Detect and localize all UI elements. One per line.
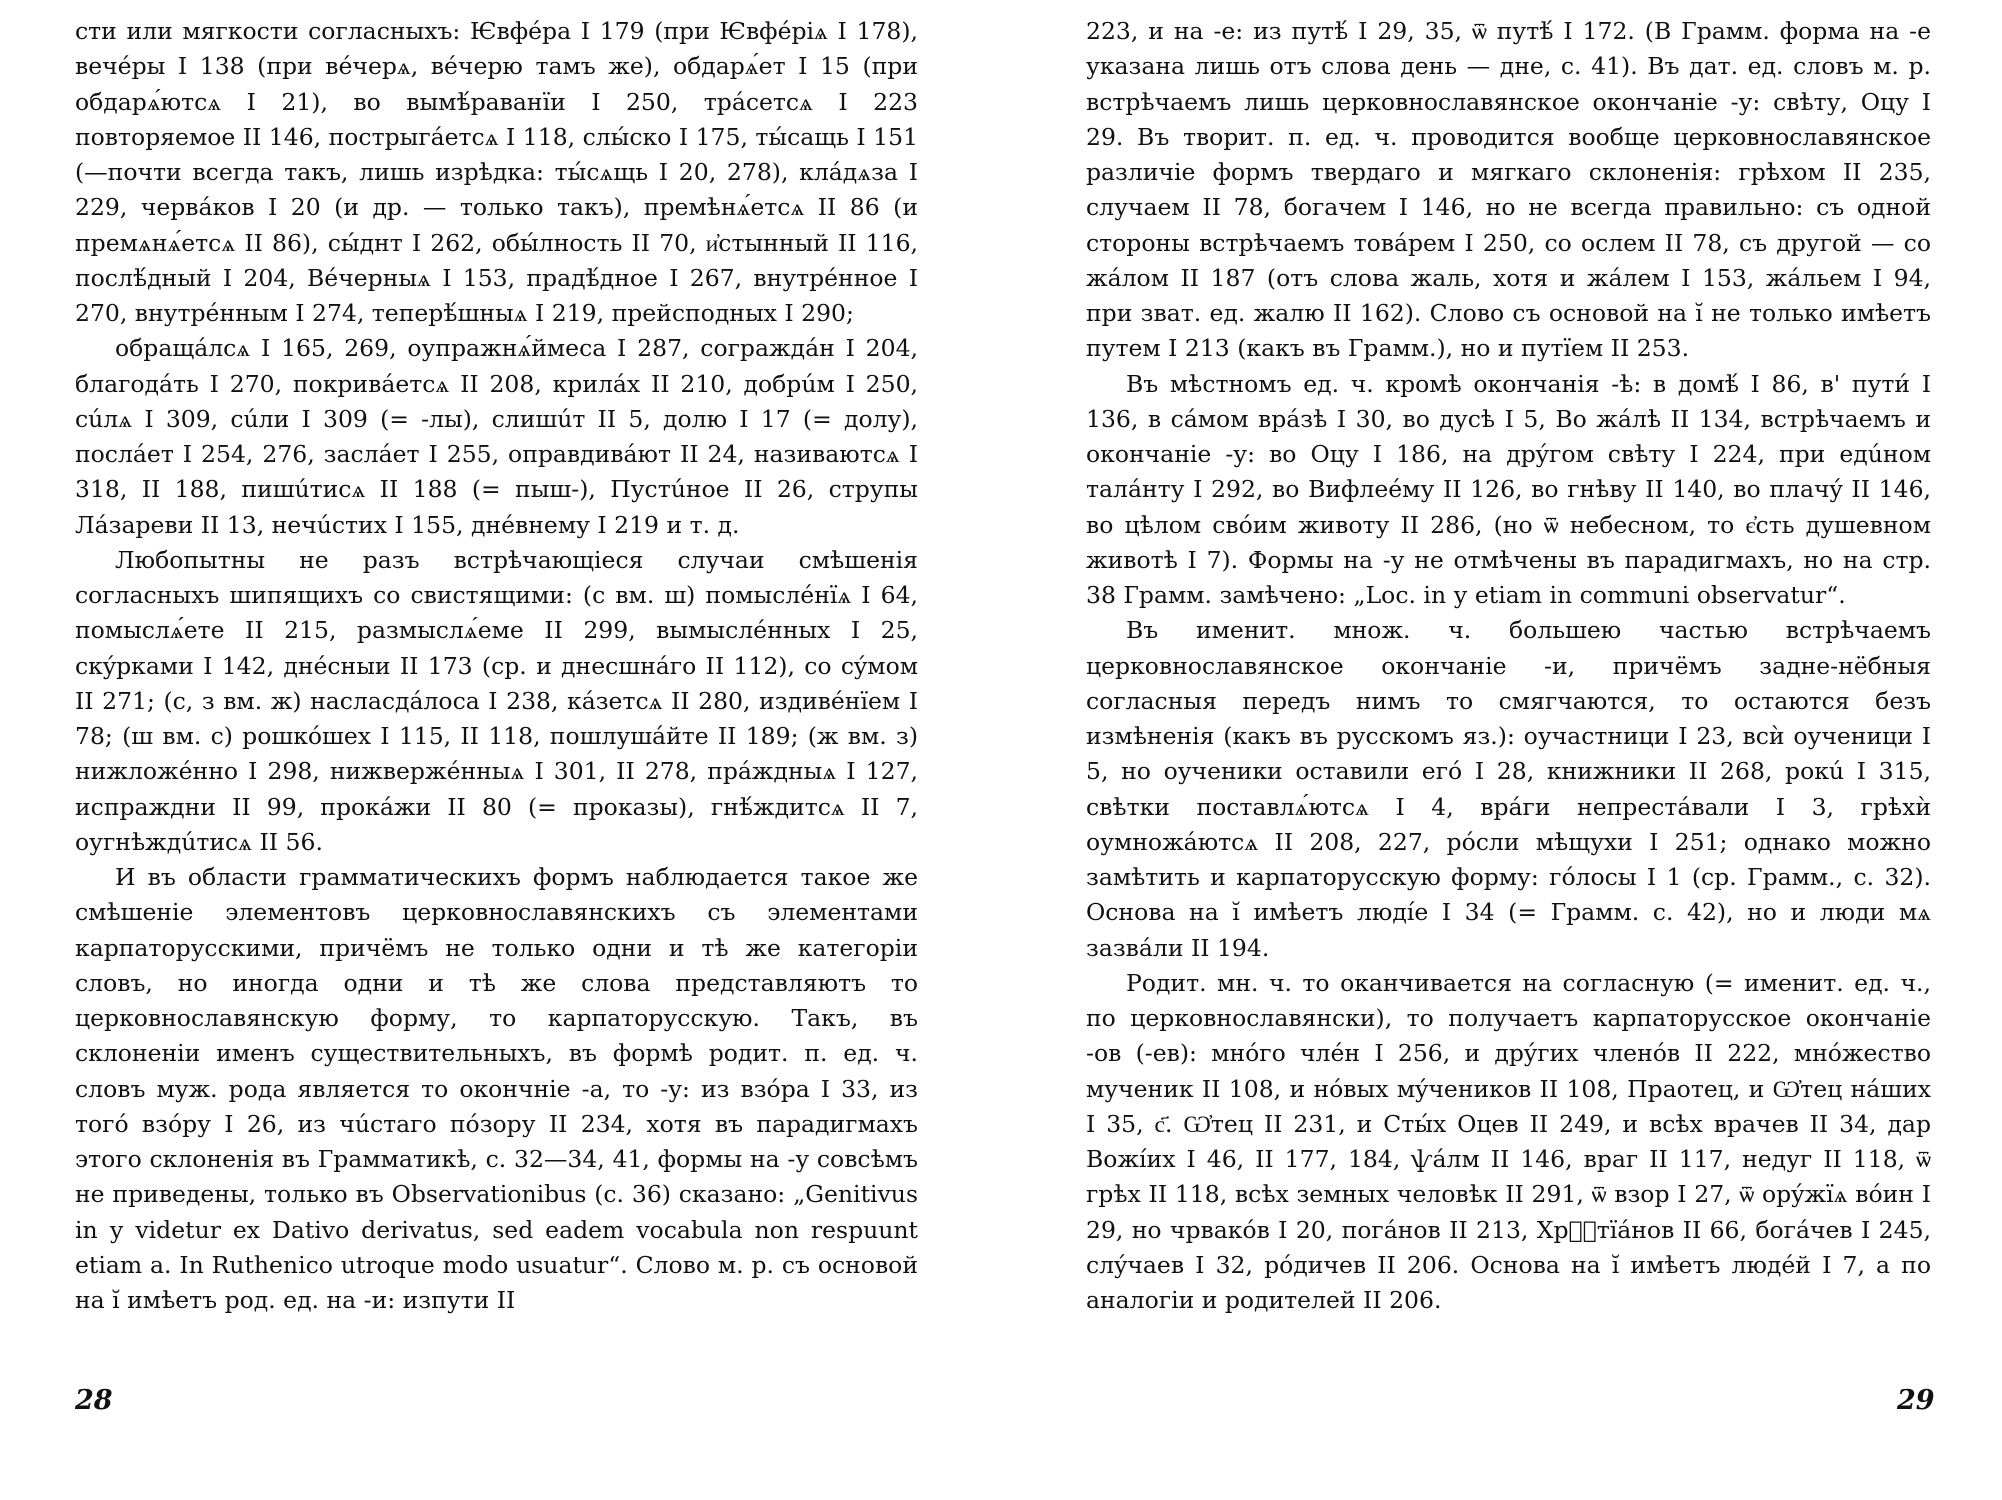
- left-page-text: [75, 14, 918, 1318]
- paragraph: Любопытны не разъ встрѣчающіеся случаи смѣшенія согласныхъ шипящихъ со свистящими: (с вм. ш) помыслéнїѧ I 64, помыслѧ́ете II 215, размыслѧ́еме II 299, вымыслéнных I 25, скýрками I 142, днéсныи II 173 (ср. и днесшнáго II 112), со сýмом II 271; (с, з вм. ж) насласдáлоса I 238, кáзетсѧ II 280, издивéнїем I 78; (ш вм. с) рошкóшех I 115, II 118, пошлушáйте II 189; (ж вм. з) нижложéнно I 298, нижвержéнныѧ I 301, II 278, прáждныѧ I 127, испраждни II 99, прокáжи II 80 (= проказы), гнѣ́ждитсѧ II 7, оугнѣждúтисѧ II 56.: [75, 545, 918, 856]
- paragraph: 223, и на -е: из путѣ́ I 29, 35, ѿ путѣ́ I 172. (В Грамм. форма на -е указана лишь отъ слова день — дне, с. 41). Въ дат. ед. словъ м. р. встрѣчаемъ лишь церковнославянское окончаніе -у: свѣту, Оцу I 29. Въ творит. п. ед. ч. проводится вообще церковнославянское различіе формъ твердаго и мягкаго склоненія: грѣхом II 235, случаем II 78, богачем I 146, но не всегда правильно: съ одной стороны встрѣчаемъ товáрем I 250, со ослем II 78, съ другой — со жáлом II 187 (отъ слова жаль, хотя и жáлем I 153, жáльем I 94, при зват. ед. жалю II 162). Слово съ основой на ĭ не только имѣетъ путем I 213 (какъ въ Грамм.), но и путїем II 253.: [1086, 17, 1931, 363]
- paragraph: сти или мягкости согласныхъ: Ѥвфе́ра I 179 (при Ѥвфе́ріѧ I 178), вече́ры I 138 (при ве́черѧ, ве́черю тамъ же), обдарѧ́ет I 15 (при обдарѧ́ютсѧ I 21), во вымѣ́раванїи I 250, тра́сетсѧ I 223 повторяемое II 146, пострыга́етсѧ I 118, слы́ско I 175, ты́сащь I 151 (—почти всегда такъ, лишь изрѣдка: ты́сѧщь I 20, 278), кла́дѧза I 229, черва́ков I 20 (и др. — только такъ), премѣнѧ́етсѧ II 86 (и премѧнѧ́етсѧ II 86), сы́днт I 262, обы́лность II 70, и҆стынный II 116, послѣ́дный I 204, Ве́черныѧ I 153, прадѣ́дное I 267, внутре́нное I 270, внутре́нным I 274, теперѣ́шныѧ I 219, прейсподных I 290;: [75, 17, 918, 327]
- paragraph: Родит. мн. ч. то оканчивается на согласную (= именит. ед. ч., по церковнославянски), то получаетъ карпаторусское окончаніе -ов (-ев): мнóго члéн I 256, и дрýгих членóв II 222, мнóжество мученик II 108, и нóвых мýчеников II 108, Праотец, и Ѡ҆тец нáших I 35, с҃. Ѡ҆тец II 231, и Сты́х Оцев II 249, и всѣх врачев II 34, дар Вожíих I 46, II 177, 184, ѱáлм II 146, враг II 117, недуг II 118, ѿ грѣх II 118, всѣх земных человѣк II 291, ѿ взор I 27, ѿ орýжїѧ вóин I 29, но чрвакóв I 20, погáнов II 213, Хрⷭ҇тїáнов II 66, богáчев I 245, слýчаев I 32, рóдичев II 206. Основа на ĭ имѣетъ людéй I 7, а по аналогіи и родителей II 206.: [1086, 968, 1931, 1314]
- page-number: 29: [1897, 1385, 1935, 1416]
- right-page: [1001, 0, 2002, 1500]
- right-page-text: [1086, 14, 1931, 1318]
- paragraph: И въ области грамматическихъ формъ наблюдается такое же смѣшеніе элементовъ церковнославянскихъ съ элементами карпаторусскими, причёмъ не только одни и тѣ же категоріи словъ, но иногда одни и тѣ же слова представляютъ то церковнославянскую форму, то карпаторусскую. Такъ, въ склоненіи именъ существительныхъ, въ формѣ родит. п. ед. ч. словъ муж. рода является то окончніе -а, то -у: из взóра I 33, из тогó взóру I 26, из чúстаго пóзору II 234, хотя въ парадигмахъ этого склоненія въ Грамматикѣ, с. 32—34, 41, формы на -у совсѣмъ не приведены, только въ Observationibus (с. 36) сказано: „Genitivus in у videtur ex Dativo derivatus, sed eadem vocabula non respuunt etiam а. In Ruthenico utroque modo usuatur“. Слово м. р. съ основой на ĭ имѣетъ род. ед. на -и: изпути II: [75, 863, 918, 1314]
- paragraph: обращáлсѧ I 165, 269, оупражнѧ́ймеса I 287, сограждáн I 204, благодáть I 270, покривáетсѧ II 208, крилáх II 210, добрúм I 250, сúлѧ I 309, сúли I 309 (= -лы), слишúт II 5, долю I 17 (= долу), послáет I 254, 276, заслáет I 255, оправдивáют II 24, називаютсѧ I 318, II 188, пишúтисѧ II 188 (= пыш-), Пустúное II 26, струпы Лáзареви II 13, нечúстих I 155, днéвнему I 219 и т. д.: [75, 334, 918, 539]
- paragraph: Въ мѣстномъ ед. ч. кромѣ окончанія -ѣ: в домѣ́ I 86, в' пути́ I 136, в сáмом врáзѣ I 30, во дусѣ I 5, Во жáлѣ II 134, встрѣчаемъ и окончаніе -у: во Оцу I 186, на дрýгом свѣту I 224, при едúном талáнту I 292, во Вифлеéму II 126, во гнѣву II 140, во плачý II 146, во цѣлом свóим животу II 286, (но ѿ небесном, то є҆сть душевном животѣ I 7). Формы на -у не отмѣчены въ парадигмахъ, но на стр. 38 Грамм. замѣчено: „Loc. in у etiam in communi observatur“.: [1086, 369, 1931, 609]
- page-number: 28: [75, 1385, 113, 1416]
- paragraph: Въ именит. множ. ч. большею частью встрѣчаемъ церковнославянское окончаніе -и, причёмъ задне-нёбныя согласныя передъ нимъ то смягчаются, то остаются безъ измѣненія (какъ въ русскомъ яз.): оучастници I 23, всѝ оученици I 5, но оученики оставили егó I 28, книжники II 268, рокú I 315, свѣтки поставлѧ́ютсѧ I 4, врáги непрестáвали I 3, грѣхѝ оумножáютсѧ II 208, 227, рóсли мѣщухи I 251; однако можно замѣтить и карпаторусскую форму: гóлосы I 1 (ср. Грамм., с. 32). Основа на ĭ имѣетъ люді́е I 34 (= Грамм. с. 42), но и люди мѧ зазвáли II 194.: [1086, 616, 1931, 962]
